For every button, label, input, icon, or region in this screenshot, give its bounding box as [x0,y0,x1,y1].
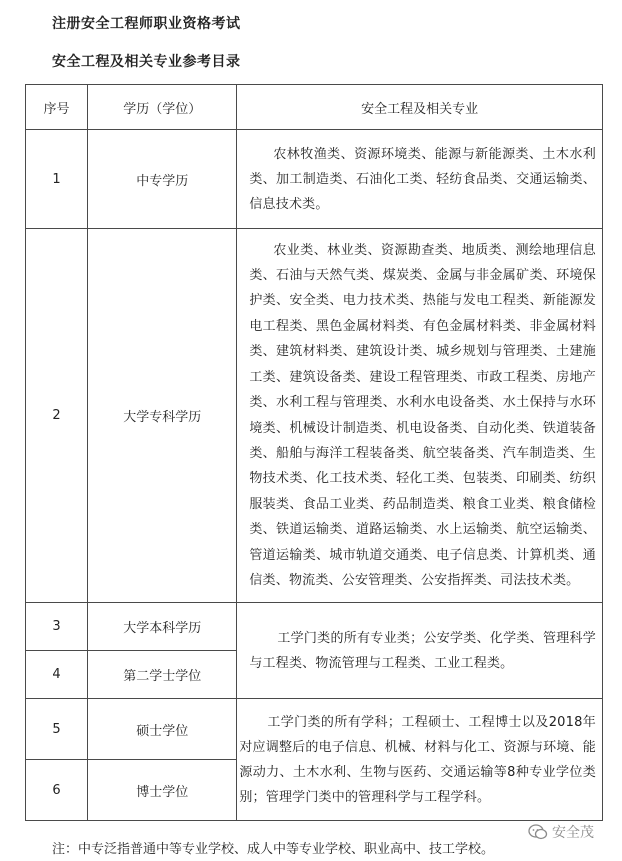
watermark [528,822,594,842]
majors-table [25,84,603,821]
table-row [26,130,603,229]
row-seq: 3 [26,603,88,651]
header-majors: 安全工程及相关专业 [237,85,603,130]
row-education: 第二学士学位 [88,651,237,699]
row-seq: 1 [26,130,88,229]
table-row [26,699,603,760]
table-row [26,603,603,651]
row-seq: 5 [26,699,88,760]
row-majors-merged [237,603,603,699]
table-header-row [26,85,603,130]
row-education: 中专学历 [88,130,237,229]
document-subtitle: 安全工程及相关专业参考目录 [52,54,241,70]
row-majors [237,229,603,603]
row-education: 硕士学位 [88,699,237,760]
header-seq: 序号 [26,85,88,130]
row-majors-merged [237,699,603,821]
header-education: 学历（学位） [88,85,237,130]
row-seq: 2 [26,229,88,603]
row-seq: 6 [26,760,88,821]
majors-text: 工学门类的所有专业类；公安学类、化学类、管理科学与工程类、物流管理与工程类、工业工程类。 [249,630,596,671]
table-row [26,229,603,603]
row-education: 大学本科学历 [88,603,237,651]
document-title: 注册安全工程师职业资格考试 [52,16,241,32]
row-majors [237,130,603,229]
row-education: 博士学位 [88,760,237,821]
footnote: 注：中专泛指普通中等专业学校、成人中等专业学校、职业高中、技工学校。 [52,842,495,857]
majors-text: 农林牧渔类、资源环境类、能源与新能源类、土木水利类、加工制造类、石油化工类、轻纺食品类、交通运输类、信息技术类。 [249,146,596,212]
watermark-text: 安全茂 [552,825,594,841]
row-seq: 4 [26,651,88,699]
row-education: 大学专科学历 [88,229,237,603]
wechat-icon [528,824,548,840]
majors-text: 工学门类的所有学科；工程硕士、工程博士以及2018年对应调整后的电子信息、机械、材料与化工、资源与环境、能源动力、土木水利、生物与医药、交通运输等8种专业学位类别；管理学门类中的管理科学与工程学科。 [239,714,596,805]
majors-text: 农业类、林业类、资源勘查类、地质类、测绘地理信息类、石油与天然气类、煤炭类、金属与非金属矿类、环境保护类、安全类、电力技术类、热能与发电工程类、新能源发电工程类、黑色金属材料类、有色金属材料类、非金属材料类、建筑材料类、建筑设计类、城乡规划与管理类、土建施工类、建筑设备类、建设工程管理类、市政工程类、房地产类、水利工程与管理类、水利水电设备类、水土保持与水环境类、机械设计制造类、机电设备类、自动化类、铁道装备类、船舶与海洋工程装备类、航空装备类、汽车制造类、生物技术类、化工技术类、轻化工类、包装类、印刷类、纺织服装类、食品工业类、药品制造类、粮食工业类、粮食储检类、铁道运输类、道路运输类、水上运输类、航空运输类、管道运输类、城市轨道交通类、电子信息类、计算机类、通信类、物流类、公安管理类、公安指挥类、司法技术类。 [249,242,596,588]
